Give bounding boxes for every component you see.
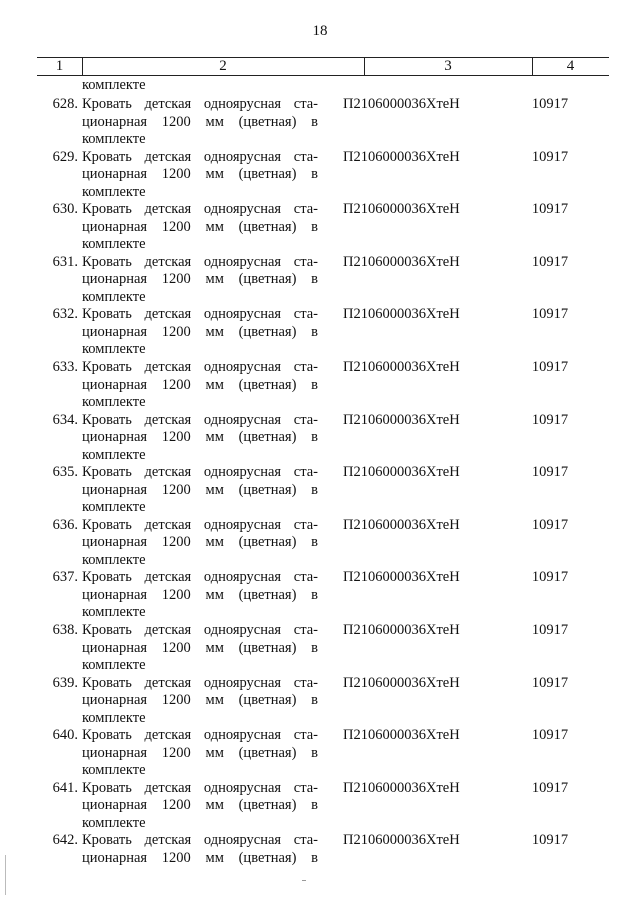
row-number: 638. <box>52 622 78 638</box>
row-number: 636. <box>52 516 78 533</box>
item-code: П2106000036ХтеН <box>343 201 460 218</box>
continuation-text: комплекте <box>82 77 146 93</box>
item-code: П2106000036ХтеН <box>343 411 460 428</box>
row-number: 633. <box>52 359 78 375</box>
item-quantity: 10917 <box>531 832 569 849</box>
item-name-line: Кровать детская одноярусная ста- <box>82 674 318 691</box>
table-row <box>0 727 640 780</box>
item-name-line: Кровать детская одноярусная ста- <box>82 148 318 165</box>
item-code: П2106000036ХтеН <box>343 148 460 165</box>
item-quantity: 10917 <box>531 622 569 638</box>
table-row <box>0 569 640 622</box>
table-row <box>0 149 640 202</box>
item-quantity: 10917 <box>531 569 569 586</box>
item-code: П2106000036ХтеН <box>343 306 460 323</box>
item-name <box>82 727 318 780</box>
item-name-line: Кровать детская одноярусная ста- <box>82 306 318 323</box>
item-name-line: комплекте <box>82 657 146 673</box>
table-row <box>0 675 640 728</box>
table-row <box>0 622 640 675</box>
item-quantity: 10917 <box>531 201 569 218</box>
item-name-line: Кровать детская одноярусная ста- <box>82 201 318 218</box>
item-code: П2106000036ХтеН <box>343 727 460 744</box>
item-name-line: комплекте <box>82 446 146 463</box>
item-code: П2106000036ХтеН <box>343 516 460 533</box>
item-name-line: комплекте <box>82 341 146 358</box>
row-number: 637. <box>52 569 78 586</box>
item-quantity: 10917 <box>531 464 569 481</box>
item-name-line: комплекте <box>82 131 146 147</box>
item-name-line: Кровать детская одноярусная ста- <box>82 96 318 112</box>
page-number: 18 <box>312 23 328 39</box>
item-name-line: ционарная 1200 мм (цветная) в <box>82 323 318 340</box>
item-name-line: комплекте <box>82 394 146 410</box>
row-number: 642. <box>52 832 78 849</box>
item-quantity: 10917 <box>531 411 569 428</box>
item-name-line: Кровать детская одноярусная ста- <box>82 464 318 481</box>
table-row <box>0 254 640 307</box>
item-code: П2106000036ХтеН <box>343 832 460 849</box>
item-name-line: ционарная 1200 мм (цветная) в <box>82 429 318 446</box>
row-number: 630. <box>52 201 78 218</box>
item-name <box>82 96 318 149</box>
header-col-1: 1 <box>55 58 64 74</box>
row-number: 641. <box>52 779 78 796</box>
item-name-line: ционарная 1200 мм (цветная) в <box>82 586 318 603</box>
item-name <box>82 306 318 359</box>
item-name-line: ционарная 1200 мм (цветная) в <box>82 166 318 183</box>
table-row <box>0 306 640 359</box>
header-col-4: 4 <box>566 58 575 74</box>
table-row <box>0 96 640 149</box>
item-name-line: Кровать детская одноярусная ста- <box>82 411 318 428</box>
item-name-line: Кровать детская одноярусная ста- <box>82 779 318 796</box>
item-code: П2106000036ХтеН <box>343 674 460 691</box>
item-name <box>82 149 318 202</box>
item-name-line: комплекте <box>82 709 146 726</box>
table-row <box>0 359 640 412</box>
item-name-line: комплекте <box>82 183 146 200</box>
item-name-line: ционарная 1200 мм (цветная) в <box>82 376 318 393</box>
item-name <box>82 464 318 517</box>
table-row <box>0 412 640 465</box>
item-quantity: 10917 <box>531 516 569 533</box>
item-name-line: ционарная 1200 мм (цветная) в <box>82 849 318 866</box>
table-header <box>37 57 609 76</box>
item-name <box>82 359 318 412</box>
item-quantity: 10917 <box>531 727 569 744</box>
item-name <box>82 622 318 675</box>
table-row <box>0 464 640 517</box>
item-name <box>82 569 318 622</box>
item-name <box>82 780 318 833</box>
row-number: 629. <box>52 148 78 165</box>
item-name-line: ционарная 1200 мм (цветная) в <box>82 744 318 761</box>
item-name-line: комплекте <box>82 551 146 568</box>
item-code: П2106000036ХтеН <box>343 569 460 586</box>
item-name-line: комплекте <box>82 762 146 779</box>
item-name-line: комплекте <box>82 236 146 253</box>
item-name <box>82 201 318 254</box>
item-quantity: 10917 <box>531 148 569 165</box>
item-name <box>82 412 318 465</box>
item-name-line: Кровать детская одноярусная ста- <box>82 359 318 375</box>
item-quantity: 10917 <box>531 253 569 270</box>
item-name-line: ционарная 1200 мм (цветная) в <box>82 218 318 235</box>
item-name-line: Кровать детская одноярусная ста- <box>82 516 318 533</box>
item-code: П2106000036ХтеН <box>343 779 460 796</box>
table-row <box>0 201 640 254</box>
row-number: 635. <box>52 464 78 481</box>
scan-mark <box>302 880 306 881</box>
item-code: П2106000036ХтеН <box>343 96 460 112</box>
item-name-line: ционарная 1200 мм (цветная) в <box>82 481 318 498</box>
item-quantity: 10917 <box>531 306 569 323</box>
margin-rule <box>5 855 6 895</box>
item-name-line: комплекте <box>82 814 146 831</box>
item-name <box>82 832 318 885</box>
item-name-line: ционарная 1200 мм (цветная) в <box>82 534 318 551</box>
item-name-line: комплекте <box>82 604 146 621</box>
item-name-line: комплекте <box>82 499 146 516</box>
row-number: 640. <box>52 727 78 744</box>
item-name <box>82 254 318 307</box>
item-name-line: Кровать детская одноярусная ста- <box>82 253 318 270</box>
item-name <box>82 675 318 728</box>
row-number: 639. <box>52 674 78 691</box>
item-quantity: 10917 <box>531 674 569 691</box>
header-col-2: 2 <box>219 58 227 74</box>
item-name-line: Кровать детская одноярусная ста- <box>82 622 318 638</box>
item-name-line: комплекте <box>82 288 146 305</box>
item-name <box>82 517 318 570</box>
item-name-line: ционарная 1200 мм (цветная) в <box>82 113 318 130</box>
item-name-line: Кровать детская одноярусная ста- <box>82 832 318 849</box>
row-number: 634. <box>52 411 78 428</box>
item-quantity: 10917 <box>531 96 569 112</box>
item-code: П2106000036ХтеН <box>343 253 460 270</box>
item-name-line: ционарная 1200 мм (цветная) в <box>82 639 318 656</box>
item-code: П2106000036ХтеН <box>343 464 460 481</box>
table-row <box>0 780 640 833</box>
item-quantity: 10917 <box>531 359 569 375</box>
row-number: 628. <box>52 96 78 112</box>
table-row <box>0 517 640 570</box>
item-code: П2106000036ХтеН <box>343 359 460 375</box>
item-quantity: 10917 <box>531 779 569 796</box>
row-number: 631. <box>52 253 78 270</box>
item-name-line: ционарная 1200 мм (цветная) в <box>82 797 318 814</box>
item-code: П2106000036ХтеН <box>343 622 460 638</box>
item-name-line: ционарная 1200 мм (цветная) в <box>82 692 318 709</box>
item-name-line: Кровать детская одноярусная ста- <box>82 727 318 744</box>
item-name-line: ционарная 1200 мм (цветная) в <box>82 271 318 288</box>
table-row <box>0 832 640 885</box>
item-name-line: Кровать детская одноярусная ста- <box>82 569 318 586</box>
header-col-3: 3 <box>444 58 452 74</box>
item-name-line <box>82 867 318 885</box>
row-number: 632. <box>52 306 78 323</box>
